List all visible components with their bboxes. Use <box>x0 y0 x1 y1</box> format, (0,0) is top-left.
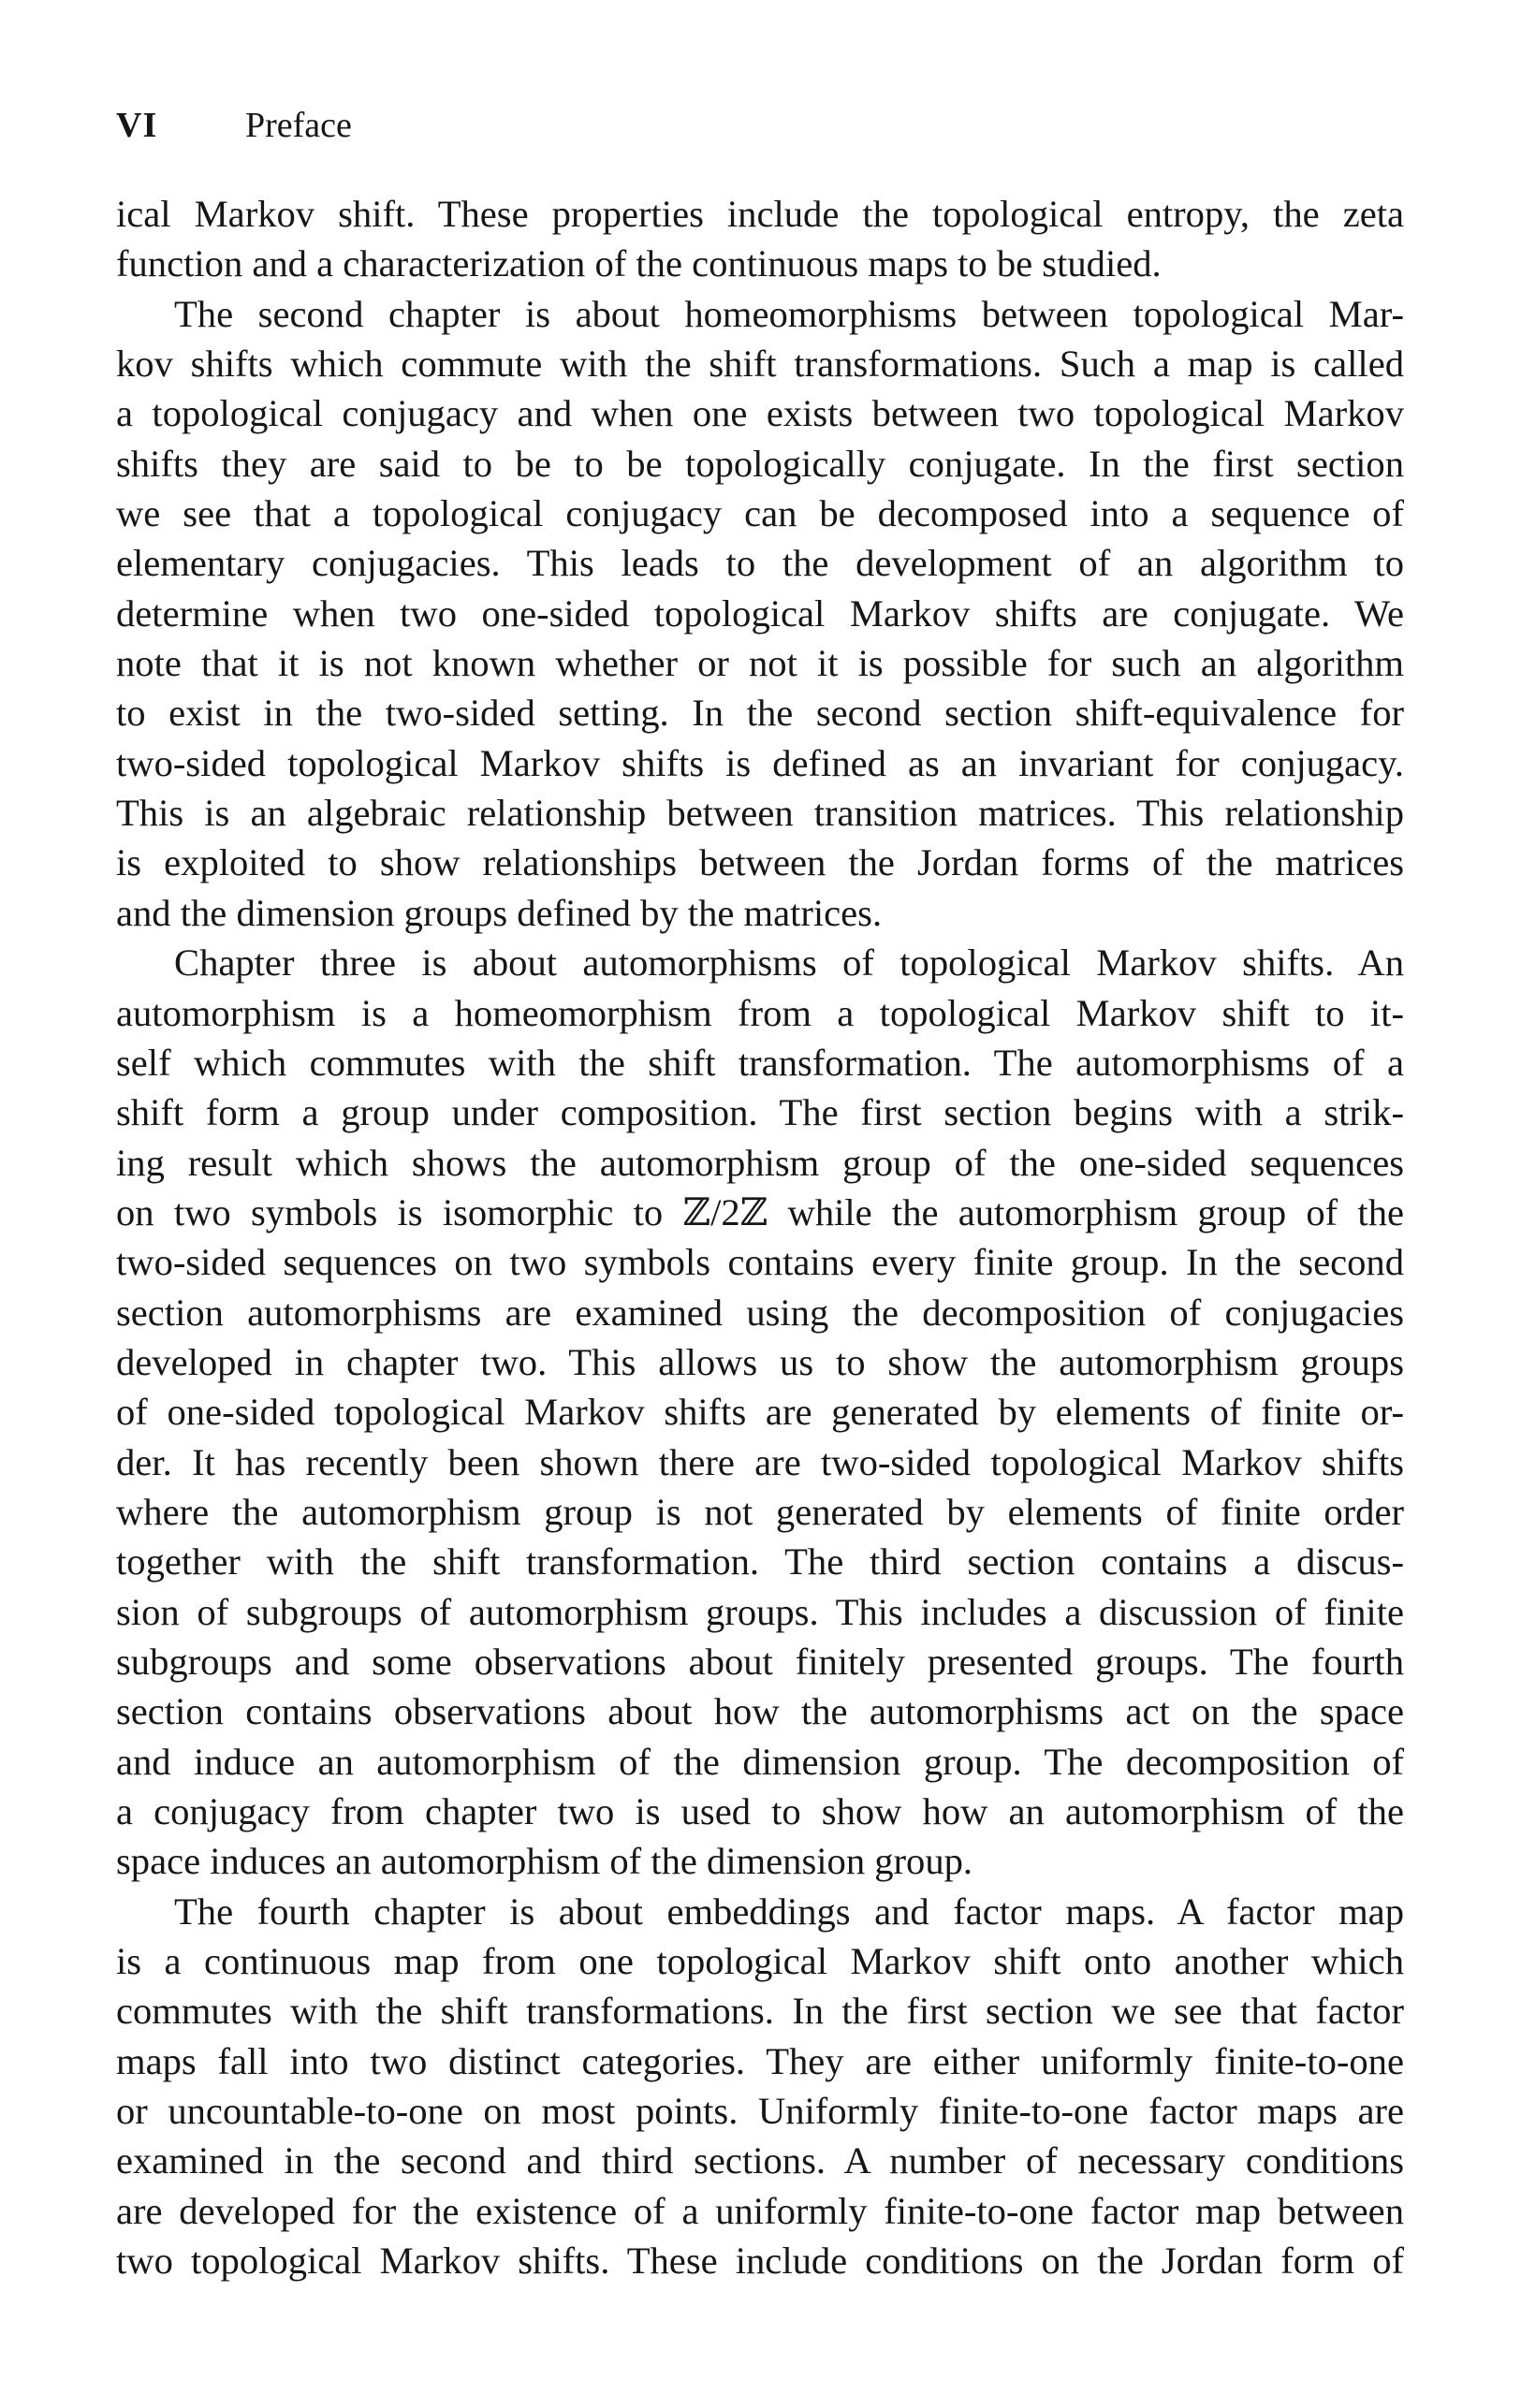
text-line: Chapter three is about automorphisms of topological Markov shifts. An <box>174 941 1404 985</box>
text-line: is exploited to show relationships between the Jordan forms of the matrices <box>116 841 1404 884</box>
paragraph <box>116 189 1404 289</box>
text-line: of one-sided topological Markov shifts are generated by elements of finite or- <box>116 1391 1404 1434</box>
text-line: a topological conjugacy and when one exists between two topological Markov <box>116 392 1404 435</box>
paragraph <box>116 1887 1404 2286</box>
text-line: to exist in the two-sided setting. In the second section shift-equivalence for <box>116 692 1404 735</box>
text-line: commutes with the shift transformations. In the first section we see that factor <box>116 1990 1404 2033</box>
text-line: determine when two one-sided topological Markov shifts are conjugate. We <box>116 591 1404 635</box>
text-line: is a continuous map from one topological Markov shift onto another which <box>116 1940 1404 1983</box>
text-line: together with the shift transformation. The third section contains a discus- <box>116 1540 1404 1583</box>
text-line: sion of subgroups of automorphism groups. This includes a discussion of finite <box>116 1590 1404 1633</box>
text-line: where the automorphism group is not generated by elements of finite order <box>116 1490 1404 1533</box>
text-line: space induces an automorphism of the dimension group. <box>116 1840 973 1883</box>
text-line: elementary conjugacies. This leads to the development of an algorithm to <box>116 542 1404 585</box>
text-line: two-sided sequences on two symbols contains every finite group. In the second <box>116 1241 1404 1284</box>
text-line: shift form a group under composition. The first section begins with a strik- <box>116 1091 1404 1134</box>
text-line: ical Markov shift. These properties include the topological entropy, the zeta <box>116 193 1404 235</box>
text-line: we see that a topological conjugacy can be decomposed into a sequence of <box>116 492 1404 535</box>
text-line: developed in chapter two. This allows us to show the automorphism groups <box>116 1340 1404 1383</box>
text-line: function and a characterization of the continuous maps to be studied. <box>116 242 1162 285</box>
text-line: kov shifts which commute with the shift transformations. Such a map is called <box>116 343 1404 386</box>
running-head-title: Preface <box>245 106 352 145</box>
paragraph <box>116 289 1404 938</box>
text-line: a conjugacy from chapter two is used to show how an automorphism of the <box>116 1790 1404 1832</box>
text-line: and the dimension groups defined by the matrices. <box>116 891 883 934</box>
text-line: automorphism is a homeomorphism from a topological Markov shift to it- <box>116 991 1404 1034</box>
text-line: note that it is not known whether or not it is possible for such an algorithm <box>116 642 1404 685</box>
text-line: are developed for the existence of a uniformly finite-to-one factor map between <box>116 2189 1404 2232</box>
text-line: The fourth chapter is about embeddings and factor maps. A factor map <box>174 1890 1404 1933</box>
text-line: self which commutes with the shift transformation. The automorphisms of a <box>116 1041 1404 1084</box>
text-line: and induce an automorphism of the dimension group. The decomposition of <box>116 1740 1404 1783</box>
text-line: section contains observations about how the automorphisms act on the space <box>116 1690 1404 1733</box>
text-line: shifts they are said to be to be topologically conjugate. In the first section <box>116 442 1404 485</box>
text-line: subgroups and some observations about finitely presented groups. The fourth <box>116 1640 1404 1683</box>
paragraph <box>116 938 1404 1887</box>
text-line: This is an algebraic relationship between transition matrices. This relationship <box>116 792 1404 835</box>
text-line: der. It has recently been shown there are two-sided topological Markov shifts <box>116 1440 1404 1483</box>
running-head <box>116 97 352 153</box>
text-line: or uncountable-to-one on most points. Uniformly finite-to-one factor maps are <box>116 2090 1404 2133</box>
text-line: The second chapter is about homeomorphisms between topological Mar- <box>174 292 1404 335</box>
text-line: ing result which shows the automorphism group of the one-sided sequences <box>116 1141 1404 1184</box>
text-line: examined in the second and third sections. A number of necessary conditions <box>116 2139 1404 2182</box>
text-line: on two symbols is isomorphic to ℤ/2ℤ while the automorphism group of the <box>116 1190 1404 1233</box>
text-line: section automorphisms are examined using the decomposition of conjugacies <box>116 1291 1404 1334</box>
text-line: two topological Markov shifts. These include conditions on the Jordan form of <box>116 2240 1404 2283</box>
text-line: two-sided topological Markov shifts is defined as an invariant for conjugacy. <box>116 741 1404 784</box>
text-line: maps fall into two distinct categories. They are either uniformly finite-to-one <box>116 2039 1404 2082</box>
page-number: VI <box>116 106 158 145</box>
body-text <box>116 189 1404 2285</box>
